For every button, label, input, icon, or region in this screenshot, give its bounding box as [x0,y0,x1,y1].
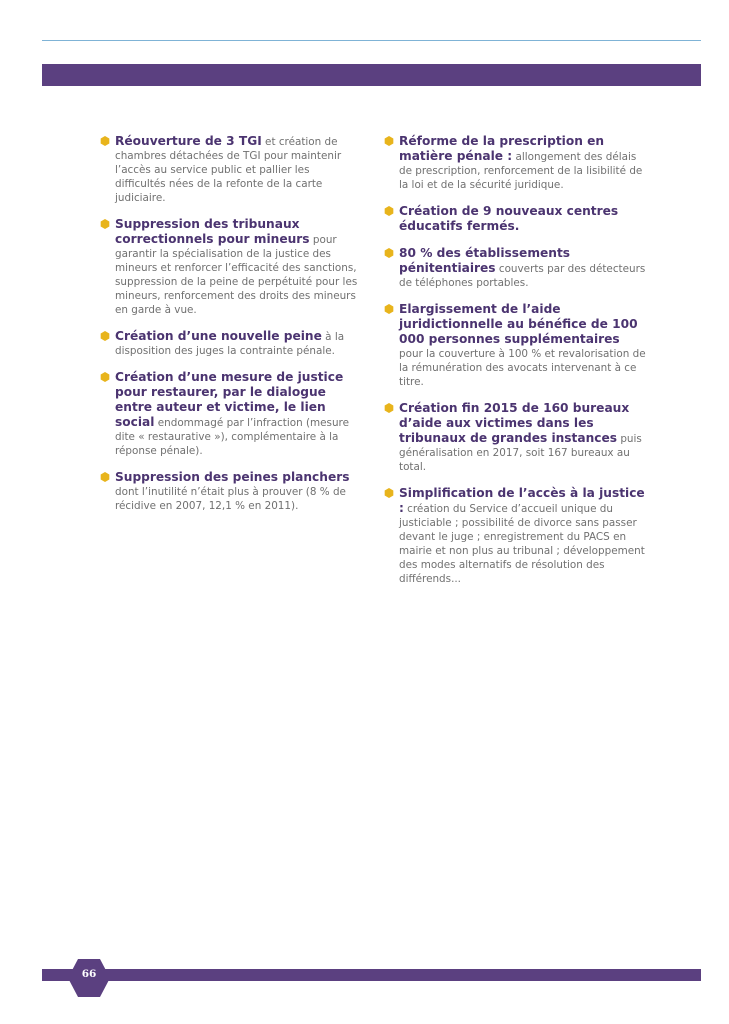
list-item [384,401,646,474]
item-text: pour la couverture à 100 % et revalorisation de la rémunération des avocats intervenant à ce titre. [399,348,646,388]
list-item [384,134,646,192]
hexagon-bullet-icon [384,248,394,258]
hexagon-bullet-icon [384,403,394,413]
item-text: endommagé par l’infraction (mesure dite « restaurative »), complémentaire à la réponse pénale). [115,417,349,457]
item-text: puis généralisation en 2017, soit 167 bureaux au total. [399,433,642,473]
hexagon-bullet-icon [100,372,110,382]
hexagon-bullet-icon [100,331,110,341]
page-number: 66 [81,968,97,980]
item-text: pour garantir la spécialisation de la justice des mineurs et renforcer l’efficacité des sanctions, suppression de la peine de perpétuité pour les mineurs, renforcement des droits des mineurs en garde à vue. [115,234,358,316]
item-text: allongement des délais de prescription, renforcement de la lisibilité de la loi et de la sécurité juridique. [399,151,643,191]
item-heading: Suppression des peines planchers [115,470,350,484]
item-text: et création de chambres détachées de TGI pour maintenir l’accès au service public et pallier les difficultés nées de la refonte de la carte judiciaire. [115,136,342,204]
item-heading: 80 % des établissements pénitentiaires [399,246,571,275]
list-item [100,329,362,358]
item-heading: Suppression des tribunaux correctionnels pour mineurs [115,217,310,246]
list-item [100,134,362,205]
hexagon-bullet-icon [384,136,394,146]
item-heading: Elargissement de l’aide juridictionnelle au bénéfice de 100 000 personnes supplémentaires [399,302,638,346]
list-item [384,246,646,290]
list-item [100,370,362,458]
item-heading: Création d’une nouvelle peine [115,329,322,343]
hexagon-bullet-icon [100,219,110,229]
item-heading: Réouverture de 3 TGI [115,134,262,148]
hexagon-bullet-icon [384,206,394,216]
list-item [384,204,646,234]
hexagon-bullet-icon [100,472,110,482]
item-text: dont l’inutilité n’était plus à prouver (8 % de récidive en 2007, 12,1 % en 2011). [115,486,346,512]
list-item [100,217,362,317]
hexagon-bullet-icon [384,304,394,314]
item-heading: Création d’une mesure de justice pour restaurer, par le dialogue entre auteur et victime, le lien social [115,370,344,429]
item-heading: Simplification de l’accès à la justice : [399,486,645,515]
item-heading: Réforme de la prescription en matière pénale : [399,134,605,163]
list-item [100,470,362,513]
item-text: création du Service d’accueil unique du justiciable ; possibilité de divorce sans passer devant le juge ; enregistrement du PACS en mairie et non plus au tribunal ; développement des modes alternatifs de résolution des différends... [399,503,645,585]
item-text: couverts par des détecteurs de téléphones portables. [399,263,646,289]
hexagon-bullet-icon [384,488,394,498]
item-heading: Création de 9 nouveaux centres éducatifs fermés. [399,204,619,233]
hexagon-bullet-icon [100,136,110,146]
list-item [384,302,646,389]
header-band [42,64,701,86]
list-item [384,486,646,586]
right-column [384,134,646,598]
top-divider-line [42,40,701,41]
item-text: à la disposition des juges la contrainte pénale. [115,331,345,357]
item-heading: Création fin 2015 de 160 bureaux d’aide aux victimes dans les tribunaux de grandes instances [399,401,630,445]
left-column [100,134,362,525]
footer-band [42,969,701,981]
